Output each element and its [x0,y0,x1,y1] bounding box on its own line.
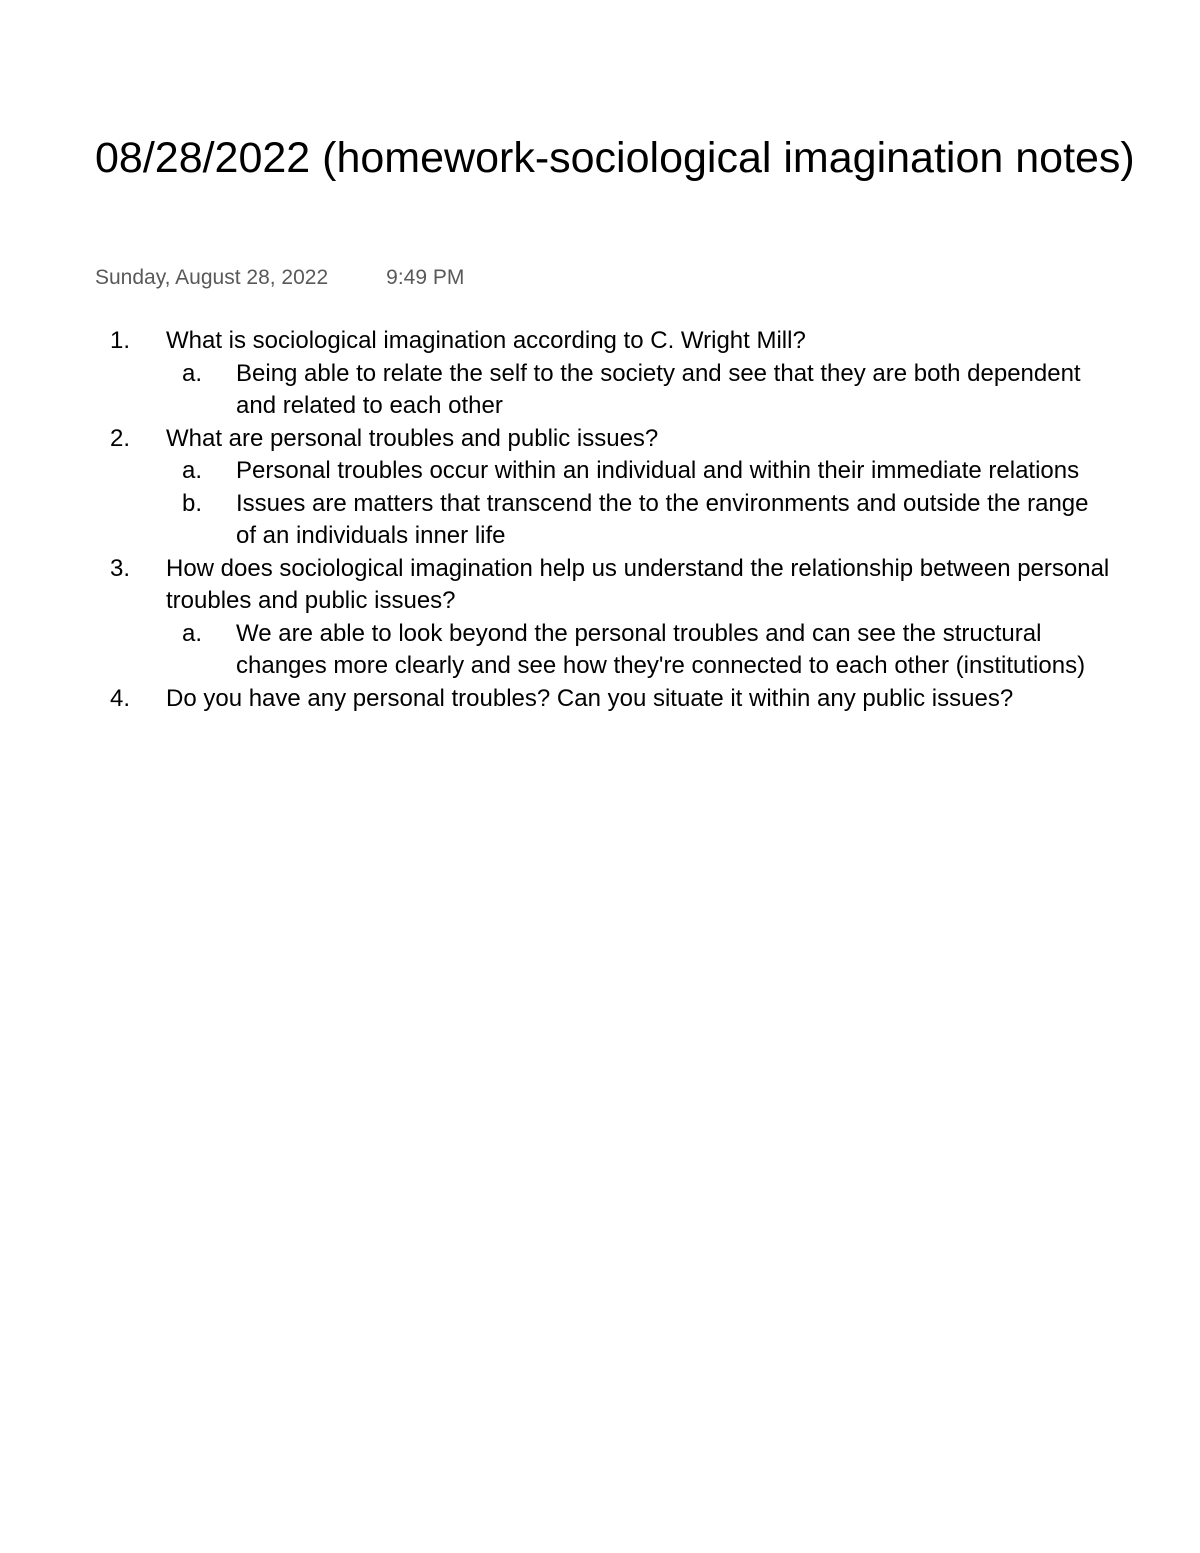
sub-list-item-text: We are able to look beyond the personal troubles and can see the structural changes more clearly and see how they're connected to each other (institutions) [236,619,1086,679]
note-title[interactable]: 08/28/2022 (homework-sociological imagination notes) [95,134,1135,182]
list-item-text: How does sociological imagination help us understand the relationship between personal troubles and public issues? [166,554,1110,614]
sub-list-item-letter: a. [182,359,203,387]
list-item [110,553,1110,618]
sub-list-item [110,358,1110,423]
list-item [110,423,1110,456]
sub-list-item [110,618,1110,683]
list-item-number: 3. [110,554,131,582]
note-time: 9:49 PM [386,266,465,289]
note-body[interactable] [110,325,1110,715]
list-item-number: 1. [110,327,131,354]
note-date: Sunday, August 28, 2022 [95,266,329,289]
sub-list-item-letter: a. [182,457,203,484]
sub-list-item [110,488,1110,553]
list-item [110,325,1110,358]
sub-list-item [110,455,1110,488]
note-timestamp [95,263,464,293]
list-item-text: What is sociological imagination according to C. Wright Mill? [166,327,806,354]
sub-list-item-text: Being able to relate the self to the society and see that they are both dependent and related to each other [236,359,1081,419]
sub-list-item-text: Personal troubles occur within an individual and within their immediate relations [236,457,1080,484]
list-item-text: What are personal troubles and public issues? [166,424,659,452]
sub-list-item-letter: a. [182,619,203,647]
sub-list-item-letter: b. [182,489,203,517]
sub-list-item-text: Issues are matters that transcend the to the environments and outside the range of an individuals inner life [236,489,1089,549]
list-item-number: 4. [110,684,131,712]
list-item [110,683,1110,716]
list-item-text: Do you have any personal troubles? Can you situate it within any public issues? [166,684,1014,712]
list-item-number: 2. [110,424,131,452]
